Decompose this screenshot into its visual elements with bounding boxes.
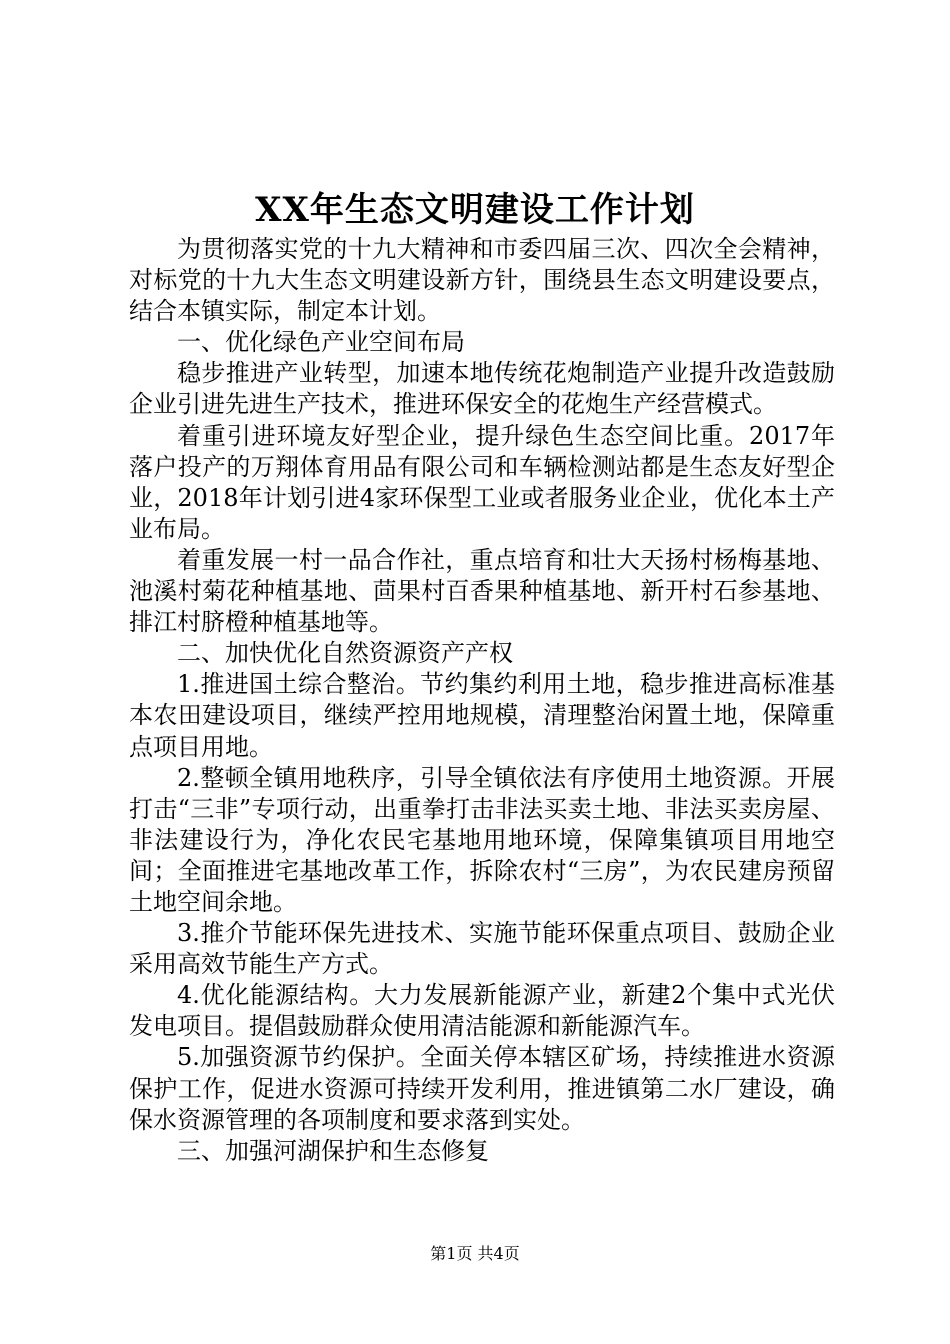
list-item-paragraph: 4.优化能源结构。大力发展新能源产业，新建2个集中式光伏发电项目。提倡鼓励群众使用清洁能源和新能源汽车。 (129, 981, 835, 1041)
page-footer: 第1页 共4页 (430, 1244, 520, 1263)
body-paragraph: 稳步推进产业转型，加速本地传统花炮制造产业提升改造鼓励企业引进先进生产技术，推进环保安全的花炮生产经营模式。 (129, 359, 835, 419)
document-title: XX年生态文明建设工作计划 (255, 190, 695, 230)
body-paragraph: 着重发展一村一品合作社，重点培育和壮大天扬村杨梅基地、池溪村菊花种植基地、茴果村百香果种植基地、新开村石参基地、排江村脐橙种植基地等。 (129, 545, 835, 637)
list-item-paragraph: 5.加强资源节约保护。全面关停本辖区矿场，持续推进水资源保护工作，促进水资源可持续开发利用，推进镇第二水厂建设，确保水资源管理的各项制度和要求落到实处。 (129, 1043, 835, 1134)
document-body (129, 234, 835, 1167)
list-item-paragraph: 1.推进国土综合整治。节约集约利用土地，稳步推进高标准基本农田建设项目，继续严控用地规模，清理整治闲置土地，保障重点项目用地。 (129, 670, 835, 761)
body-paragraph: 着重引进环境友好型企业，提升绿色生态空间比重。2017年落户投产的万翔体育用品有限公司和车辆检测站都是生态友好型企业，2018年计划引进4家环保型工业或者服务业企业，优化本土产业布局。 (129, 421, 835, 543)
list-item-paragraph: 2.整顿全镇用地秩序，引导全镇依法有序使用土地资源。开展打击“三非”专项行动，出重拳打击非法买卖土地、非法买卖房屋、非法建设行为，净化农民宅基地用地环境，保障集镇项目用地空间；全面推进宅基地改革工作，拆除农村“三房”，为农民建房预留土地空间余地。 (129, 763, 835, 916)
list-item-paragraph: 3.推介节能环保先进技术、实施节能环保重点项目、鼓励企业采用高效节能生产方式。 (129, 919, 835, 979)
section-heading-1: 一、优化绿色产业空间布局 (177, 328, 465, 357)
intro-paragraph: 为贯彻落实党的十九大精神和市委四届三次、四次全会精神，对标党的十九大生态文明建设新方针，围绕县生态文明建设要点，结合本镇实际，制定本计划。 (129, 235, 835, 326)
section-heading-2: 二、加快优化自然资源资产产权 (177, 639, 513, 668)
section-heading-3: 三、加强河湖保护和生态修复 (177, 1136, 489, 1165)
